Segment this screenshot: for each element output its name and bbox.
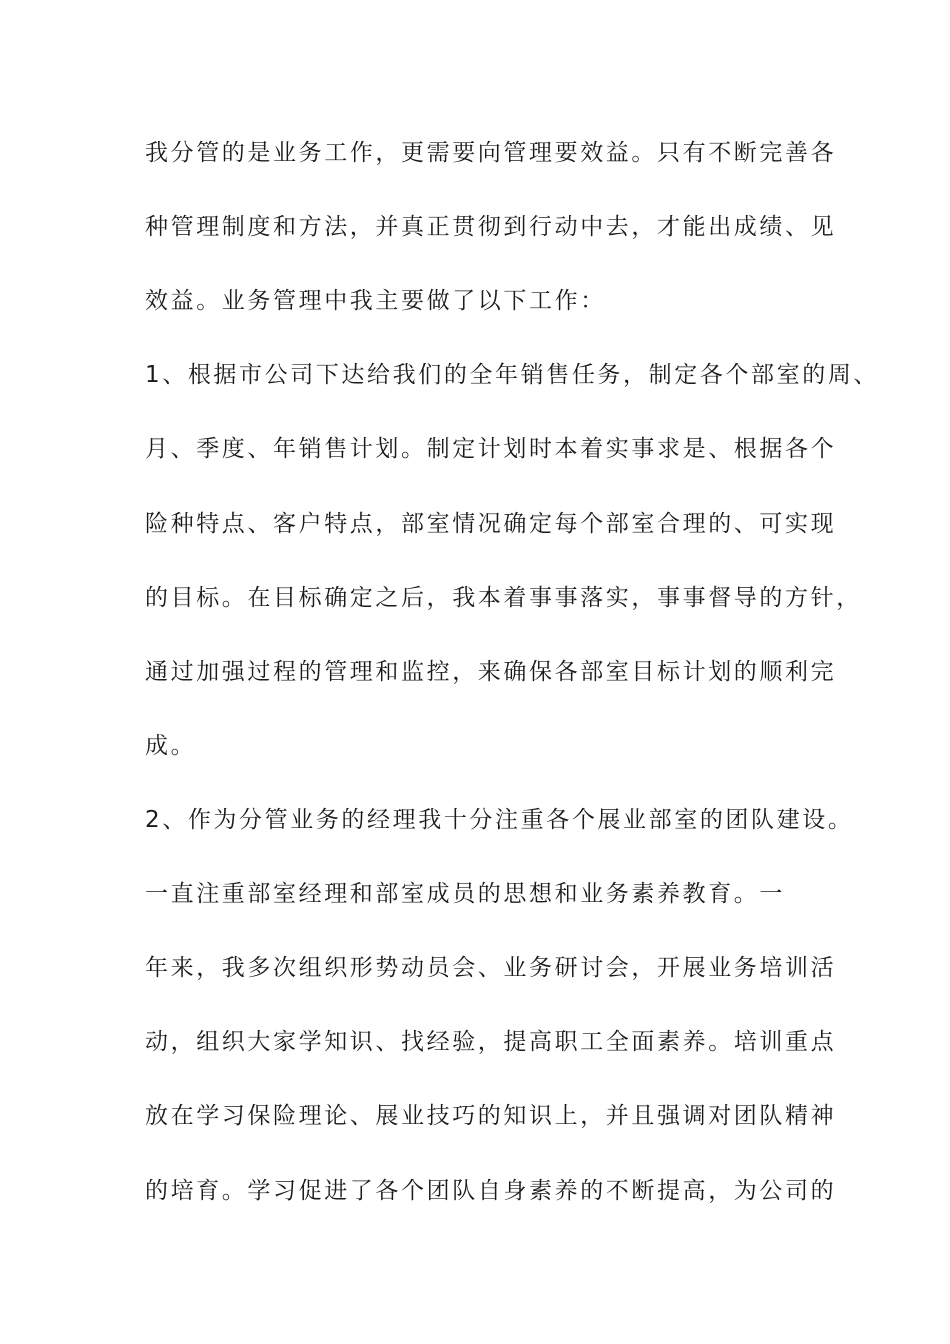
text-line: 2、作为分管业务的经理我十分注重各个展业部室的团队建设。	[145, 807, 854, 833]
text-line: 效益。业务管理中我主要做了以下工作：	[145, 288, 606, 314]
text-line: 险种特点、客户特点，部室情况确定每个部室合理的、可实现	[145, 511, 837, 537]
text-line: 的目标。在目标确定之后，我本着事事落实，事事督导的方针，	[145, 585, 862, 611]
text-line: 我分管的是业务工作，更需要向管理要效益。只有不断完善各	[145, 140, 837, 166]
text-line: 年来，我多次组织形势动员会、业务研讨会，开展业务培训活	[145, 955, 837, 981]
text-line: 种管理制度和方法，并真正贯彻到行动中去，才能出成绩、见	[145, 214, 837, 240]
text-line: 放在学习保险理论、展业技巧的知识上，并且强调对团队精神	[145, 1103, 837, 1129]
text-line: 1、根据市公司下达给我们的全年销售任务，制定各个部室的周、	[145, 362, 880, 388]
text-line: 动，组织大家学知识、找经验，提高职工全面素养。培训重点	[145, 1029, 837, 1055]
text-line: 月、季度、年销售计划。制定计划时本着实事求是、根据各个	[145, 436, 837, 462]
text-line: 通过加强过程的管理和监控，来确保各部室目标计划的顺利完	[145, 659, 837, 685]
text-line: 一直注重部室经理和部室成员的思想和业务素养教育。一	[145, 881, 785, 907]
text-line: 的培育。学习促进了各个团队自身素养的不断提高，为公司的	[145, 1178, 837, 1204]
text-line: 成。	[145, 733, 197, 759]
